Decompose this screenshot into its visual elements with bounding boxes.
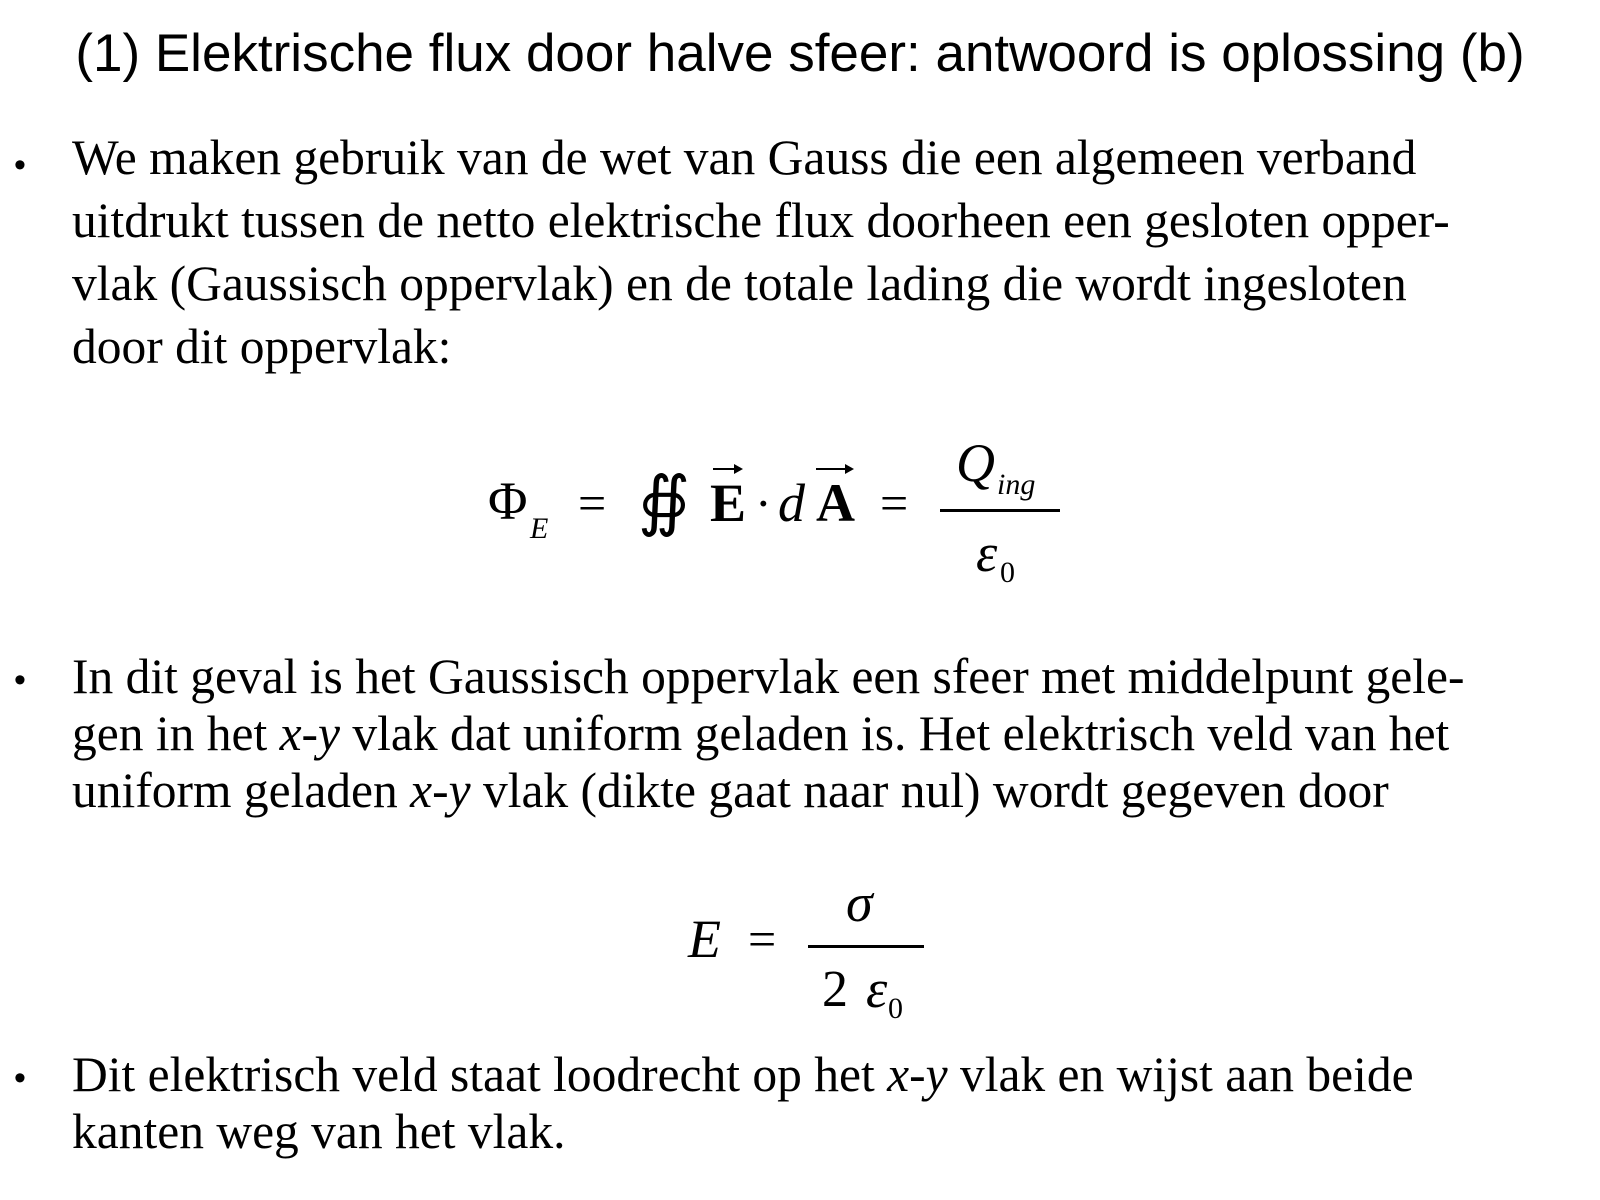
field-symbol: E <box>688 909 721 969</box>
text-segment: uniform geladen <box>72 763 411 818</box>
bullet-marker: • <box>14 661 26 699</box>
equals-sign: = <box>748 911 777 967</box>
text-segment: vlak en wijst aan beide <box>947 1047 1414 1102</box>
equals-sign: = <box>880 475 909 531</box>
fraction-numerator: Q <box>956 433 995 493</box>
text-segment: vlak dat uniform geladen is. Het elektrisch veld van het <box>340 706 1450 761</box>
denominator-subscript: 0 <box>888 992 903 1025</box>
text-segment: vlak (dikte gaat naar nul) wordt gegeven door <box>470 763 1389 818</box>
bullet-line: door dit oppervlak: <box>72 319 452 374</box>
equals-sign: = <box>578 475 607 531</box>
numerator-subscript: ing <box>997 468 1036 501</box>
plane-label: x-y <box>410 763 471 818</box>
fraction-denominator: ε <box>866 959 888 1019</box>
denominator-subscript: 0 <box>1000 556 1015 589</box>
fraction-bar <box>808 945 924 948</box>
bullet-marker: • <box>14 146 26 184</box>
text-segment: Dit elektrisch veld staat loodrecht op het <box>72 1047 888 1102</box>
differential-d: d <box>778 473 805 533</box>
bullet-line <box>72 1046 1414 1103</box>
bullet-line: We maken gebruik van de wet van Gauss die een algemeen verband <box>72 130 1417 185</box>
area-vector: A <box>816 473 855 533</box>
bullet-marker: • <box>14 1059 26 1097</box>
fraction-numerator: σ <box>846 873 873 933</box>
dot-operator: · <box>755 475 772 531</box>
flux-subscript: E <box>530 512 549 545</box>
bullet-line: In dit geval is het Gaussisch oppervlak een sfeer met middelpunt gele- <box>72 649 1465 704</box>
plane-label: x-y <box>887 1047 948 1102</box>
plane-label: x-y <box>279 706 341 761</box>
closed-surface-integral: ∯ <box>638 465 691 538</box>
fraction-denominator: ε <box>976 523 998 583</box>
bullet-line: kanten weg van het vlak. <box>72 1104 566 1159</box>
bullet-line: uitdrukt tussen de netto elektrische flux doorheen een gesloten opper- <box>72 193 1450 248</box>
electric-field-vector: E <box>710 473 747 533</box>
flux-symbol: Φ <box>488 471 528 531</box>
denominator-coefficient: 2 <box>822 961 848 1018</box>
text-segment: gen in het <box>72 706 280 761</box>
bullet-line: vlak (Gaussisch oppervlak) en de totale lading die wordt ingesloten <box>72 256 1407 311</box>
page-title: (1) Elektrische flux door halve sfeer: antwoord is oplossing (b) <box>75 24 1525 83</box>
